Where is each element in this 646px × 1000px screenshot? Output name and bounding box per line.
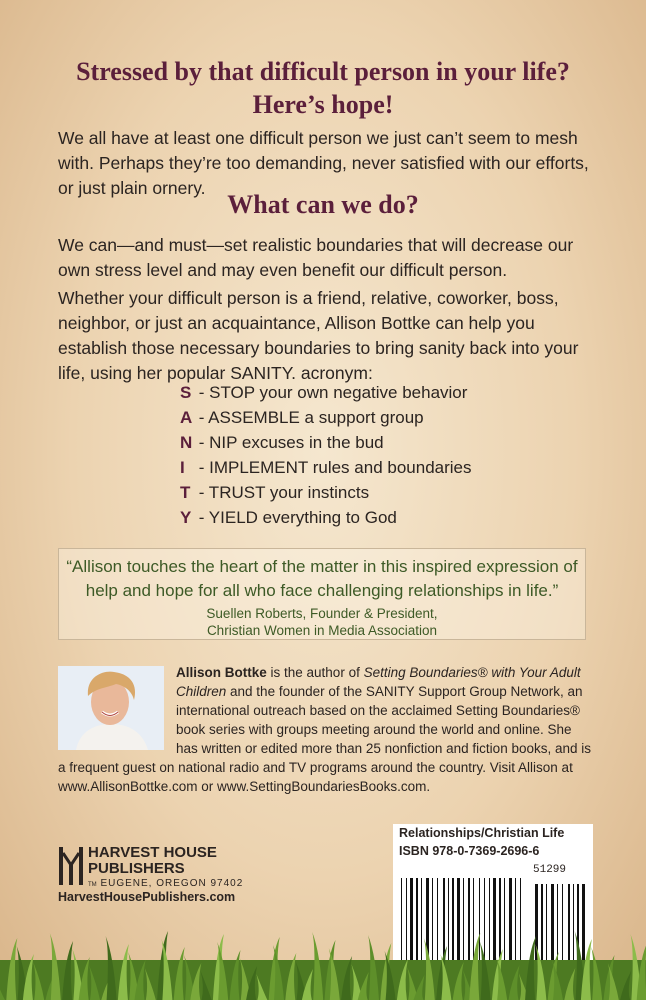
acronym-item	[180, 455, 560, 480]
author-name: Allison Bottke	[176, 665, 267, 680]
headline-line2: Here’s hope!	[252, 90, 394, 119]
endorsement-author-line1: Suellen Roberts, Founder & President,	[206, 606, 438, 621]
acronym-letter: S	[180, 383, 192, 402]
acronym-item	[180, 430, 560, 455]
book-category: Relationships/Christian Life	[399, 826, 565, 840]
acronym-text: - NIP excuses in the bud	[198, 433, 384, 452]
publisher-city: TM EUGENE, OREGON 97402	[88, 878, 244, 889]
acronym-letter: A	[180, 408, 193, 427]
acronym-text: - ASSEMBLE a support group	[198, 408, 424, 427]
grass-decoration	[0, 905, 646, 1000]
acronym-item	[180, 505, 560, 530]
acronym-letter: Y	[180, 508, 192, 527]
acronym-text: - YIELD everything to God	[198, 508, 397, 527]
acronym-item	[180, 480, 560, 505]
acronym-item	[180, 405, 560, 430]
acronym-item	[180, 380, 560, 405]
isbn-number: ISBN 978-0-7369-2696-6	[399, 844, 540, 858]
endorsement-author	[59, 605, 585, 639]
publisher-name: HARVEST HOUSE PUBLISHERS	[88, 844, 217, 877]
acronym-letter: N	[180, 433, 193, 452]
acronym-letter: I	[180, 458, 185, 477]
acronym-text: - TRUST your instincts	[198, 483, 370, 502]
subheading: What can we do?	[227, 190, 419, 219]
acronym-text: - IMPLEMENT rules and boundaries	[198, 458, 472, 477]
sanity-acronym-list	[180, 380, 560, 530]
author-bio: Allison Bottke is the author of Setting Boundaries® with Your Adult Children and the founder of the SANITY Support Group Network, an international outreach based on the acclaimed Setting Boundaries® book series with groups meeting around the world and online. She has written or edited more than 25 nonfiction and fiction books, and is a frequent guest on national radio and TV programs around the country. Visit Allison at www.AllisonBottke.com or www.SettingBoundariesBooks.com.	[58, 665, 591, 794]
paragraph-boundaries: We can—and must—set realistic boundaries that will decrease our own stress level and may even benefit our difficult person.	[58, 235, 574, 280]
headline	[0, 55, 646, 121]
price-code: 51299	[533, 864, 567, 876]
harvest-house-logo-icon	[58, 845, 84, 887]
book-title: Setting Boundaries® with Your Adult Children	[176, 665, 581, 699]
endorsement-author-line2: Christian Women in Media Association	[206, 623, 438, 638]
headline-line1: Stressed by that difficult person in your life?	[76, 57, 570, 86]
paragraph-acronym-intro: Whether your difficult person is a friend, relative, coworker, boss, neighbor, or just an acquaintance, Allison Bottke can help you establish those necessary boundaries to bring sanity back into your life, using her popular SANITY. acronym:	[58, 288, 579, 383]
endorsement-quote: “Allison touches the heart of the matter in this inspired expression of help and hope for all who face challenging relationships in life.”	[66, 557, 578, 600]
intro-paragraph: We all have at least one difficult person we just can’t seem to mesh with. Perhaps they’re too demanding, never satisfied with our efforts, or just plain ornery.	[58, 128, 589, 198]
publisher-url: HarvestHousePublishers.com	[58, 890, 236, 904]
endorsement-quote-box	[58, 548, 586, 640]
acronym-text: - STOP your own negative behavior	[198, 383, 468, 402]
publisher-logo	[58, 845, 258, 905]
acronym-letter: T	[180, 483, 191, 502]
